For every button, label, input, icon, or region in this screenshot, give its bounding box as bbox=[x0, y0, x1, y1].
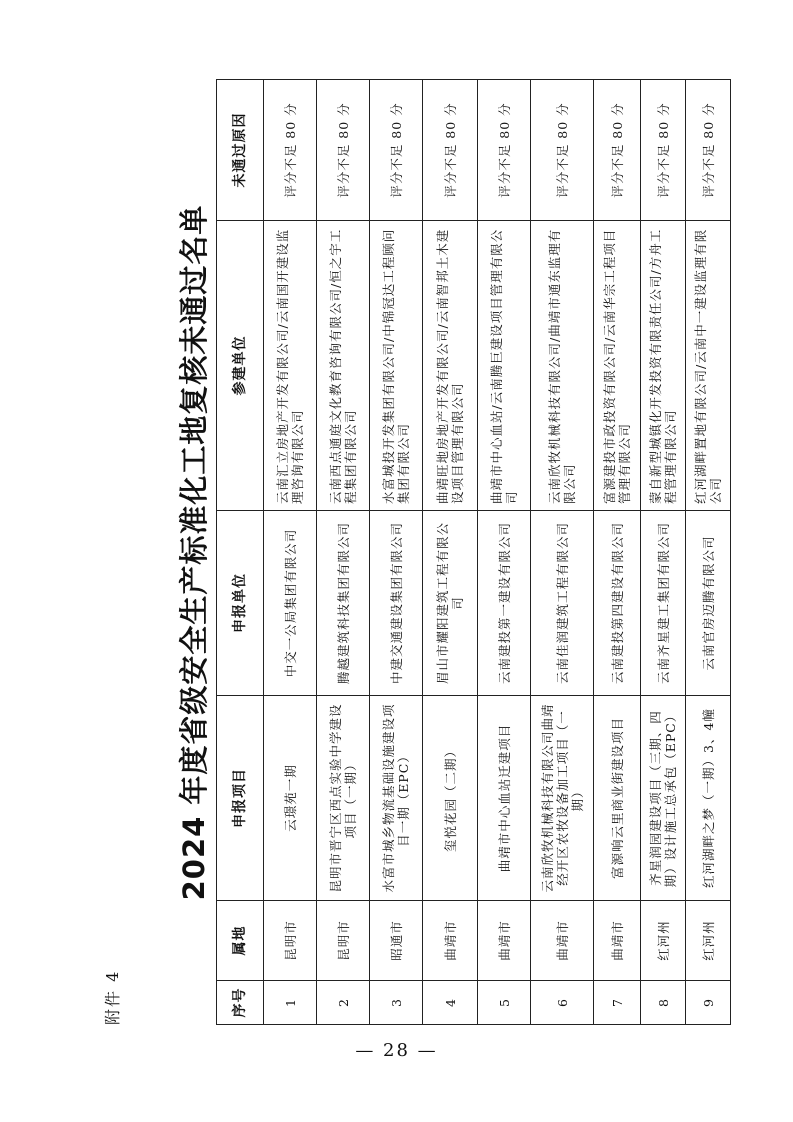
table-row bbox=[686, 80, 731, 1025]
cell-no: 2 bbox=[317, 981, 370, 1025]
cell-location: 曲靖市 bbox=[594, 901, 641, 981]
cell-reason: 评分不足 80 分 bbox=[478, 80, 531, 221]
cell-project: 水富市城乡物流基础设施建设项目一期（EPC） bbox=[370, 696, 423, 901]
cell-participants: 云南欣牧机械科技有限公司/曲靖市通东监理有限公司 bbox=[531, 221, 594, 511]
cell-reason: 评分不足 80 分 bbox=[317, 80, 370, 221]
cell-no: 1 bbox=[264, 981, 317, 1025]
rotated-sheet bbox=[100, 80, 740, 1025]
cell-project: 富源响云里商业街建设项目 bbox=[594, 696, 641, 901]
cell-reason: 评分不足 80 分 bbox=[370, 80, 423, 221]
cell-no: 3 bbox=[370, 981, 423, 1025]
cell-reason: 评分不足 80 分 bbox=[641, 80, 686, 221]
cell-location: 红河州 bbox=[686, 901, 731, 981]
cell-participants: 曲靖市中心血站/云南腾巨建设项目管理有限公司 bbox=[478, 221, 531, 511]
table-row bbox=[594, 80, 641, 1025]
cell-reason: 评分不足 80 分 bbox=[264, 80, 317, 221]
cell-applicant: 眉山市耀阳建筑工程有限公司 bbox=[423, 511, 478, 696]
cell-project: 昆明市晋宁区西点实验中学建设项目（一期） bbox=[317, 696, 370, 901]
cell-participants: 云南汇立房地产开发有限公司/云南国开建设监理咨询有限公司 bbox=[264, 221, 317, 511]
cell-applicant: 云南佳润建筑工程有限公司 bbox=[531, 511, 594, 696]
cell-participants: 云南西点通庭文化教育咨询有限公司/恒之宇工程集团有限公司 bbox=[317, 221, 370, 511]
cell-applicant: 云南官房迈腾有限公司 bbox=[686, 511, 731, 696]
cell-project: 云南欣牧机械科技有限公司曲靖经开区农牧设备加工项目（一期） bbox=[531, 696, 594, 901]
header-location: 属地 bbox=[217, 901, 264, 981]
cell-no: 7 bbox=[594, 981, 641, 1025]
table-row bbox=[264, 80, 317, 1025]
header-project: 申报项目 bbox=[217, 696, 264, 901]
cell-participants: 水富城投开发集团有限公司/中锦冠达工程顾问集团有限公司 bbox=[370, 221, 423, 511]
cell-location: 曲靖市 bbox=[478, 901, 531, 981]
cell-participants: 蒙自新型城镇化开发投资有限责任公司/方舟工程管理有限公司 bbox=[641, 221, 686, 511]
table-row bbox=[531, 80, 594, 1025]
cell-location: 昆明市 bbox=[264, 901, 317, 981]
cell-applicant: 中建交通建设集团有限公司 bbox=[370, 511, 423, 696]
cell-reason: 评分不足 80 分 bbox=[594, 80, 641, 221]
cell-no: 6 bbox=[531, 981, 594, 1025]
cell-project: 红河湖畔之梦（一期）3、4幢 bbox=[686, 696, 731, 901]
cell-applicant: 云南建投第四建设有限公司 bbox=[594, 511, 641, 696]
table-header-row bbox=[217, 80, 264, 1025]
cell-project: 云璟苑一期 bbox=[264, 696, 317, 901]
cell-location: 曲靖市 bbox=[531, 901, 594, 981]
cell-no: 9 bbox=[686, 981, 731, 1025]
cell-no: 4 bbox=[423, 981, 478, 1025]
cell-reason: 评分不足 80 分 bbox=[686, 80, 731, 221]
cell-location: 昭通市 bbox=[370, 901, 423, 981]
header-participants: 参建单位 bbox=[217, 221, 264, 511]
cell-applicant: 云南齐星建工集团有限公司 bbox=[641, 511, 686, 696]
header-no: 序号 bbox=[217, 981, 264, 1025]
cell-no: 8 bbox=[641, 981, 686, 1025]
page-title: 2024 年度省级安全生产标准化工地复核未通过名单 bbox=[177, 204, 211, 901]
header-reason: 未通过原因 bbox=[217, 80, 264, 221]
cell-applicant: 中交一公局集团有限公司 bbox=[264, 511, 317, 696]
cell-project: 齐星润园建设项目（三期、四期）设计施工总承包（EPC） bbox=[641, 696, 686, 901]
table-row bbox=[423, 80, 478, 1025]
header-applicant: 申报单位 bbox=[217, 511, 264, 696]
failed-list-table bbox=[216, 79, 731, 1025]
table-row bbox=[641, 80, 686, 1025]
cell-no: 5 bbox=[478, 981, 531, 1025]
cell-reason: 评分不足 80 分 bbox=[531, 80, 594, 221]
annex-label: 附件 4 bbox=[103, 969, 122, 1025]
cell-applicant: 云南建投第一建设有限公司 bbox=[478, 511, 531, 696]
cell-participants: 红河湖畔置地有限公司/云南中一建设监理有限公司 bbox=[686, 221, 731, 511]
cell-project: 曲靖市中心血站迁建项目 bbox=[478, 696, 531, 901]
table-row bbox=[370, 80, 423, 1025]
cell-applicant: 腾越建筑科技集团有限公司 bbox=[317, 511, 370, 696]
cell-location: 曲靖市 bbox=[423, 901, 478, 981]
table-row bbox=[478, 80, 531, 1025]
page-number: — 28 — bbox=[355, 1040, 438, 1061]
cell-participants: 曲靖旺地房地产开发有限公司/云南智邦土木建设项目管理有限公司 bbox=[423, 221, 478, 511]
cell-location: 红河州 bbox=[641, 901, 686, 981]
cell-location: 昆明市 bbox=[317, 901, 370, 981]
cell-reason: 评分不足 80 分 bbox=[423, 80, 478, 221]
cell-project: 玺悦花园（二期） bbox=[423, 696, 478, 901]
cell-participants: 富源建投市政投资有限公司/云南华宗工程项目管理有限公司 bbox=[594, 221, 641, 511]
table-row bbox=[317, 80, 370, 1025]
